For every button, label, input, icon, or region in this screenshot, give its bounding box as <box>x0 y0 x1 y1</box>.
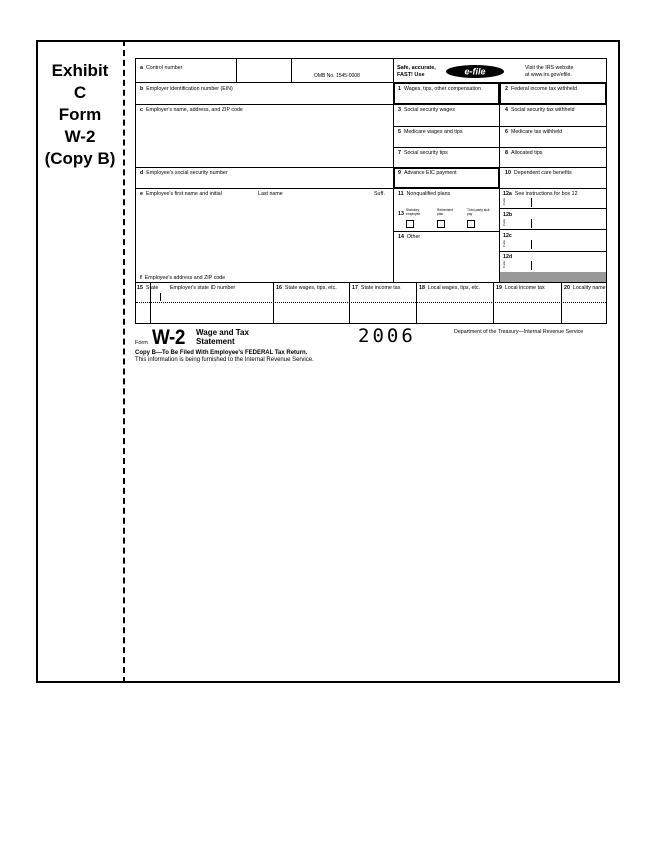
box-8: 8 Allocated tips <box>505 150 543 156</box>
form-title-line1: Wage and Tax <box>196 328 249 337</box>
exhibit-line-5: (Copy B) <box>44 149 116 168</box>
shaded-area <box>500 272 606 282</box>
irs-note: This information is being furnished to the Internal Revenue Service. <box>135 357 314 363</box>
field-f: f Employee's address and ZIP code <box>140 275 226 281</box>
exhibit-label <box>38 60 122 170</box>
exhibit-line-1: Exhibit <box>51 61 109 80</box>
efile-line1: Safe, accurate, <box>397 65 436 71</box>
box-2: 2 Federal income tax withheld <box>505 86 577 92</box>
box13-statutory-label: Statutory employee <box>406 208 421 216</box>
box-5: 5 Medicare wages and tips <box>398 129 463 135</box>
statutory-checkbox[interactable] <box>406 220 414 228</box>
box-7: 7 Social security tips <box>398 150 448 156</box>
box-10: 10 Dependent care benefits <box>505 170 572 176</box>
tax-year: 2006 <box>358 325 416 347</box>
code-12b: Code <box>502 219 506 227</box>
cut-line <box>123 40 125 683</box>
box-16: 16 State wages, tips, etc. <box>276 285 337 291</box>
thirdparty-checkbox[interactable] <box>467 220 475 228</box>
box-15: 15 State <box>137 285 159 291</box>
field-c: c Employer's name, address, and ZIP code <box>140 107 243 113</box>
form-id: W-2 <box>152 326 185 349</box>
box-9: 9 Advance EIC payment <box>398 170 457 176</box>
box-3: 3 Social security wages <box>398 107 455 113</box>
box-6: 6 Medicare tax withheld <box>505 129 563 135</box>
visit-line1: Visit the IRS website <box>525 65 574 71</box>
field-d: d Employee's social security number <box>140 170 228 176</box>
box-4: 4 Social security tax withheld <box>505 107 575 113</box>
field-e-last: Last name <box>258 191 283 197</box>
box-19: 19 Local income tax <box>496 285 545 291</box>
box-1: 1 Wages, tips, other compensation <box>398 86 481 92</box>
box-12a: 12a See instructions for box 12 <box>503 191 578 197</box>
box-18: 18 Local wages, tips, etc. <box>419 285 481 291</box>
efile-logo <box>444 64 506 79</box>
exhibit-line-4: W-2 <box>64 127 96 146</box>
box13-retirement-label: Retirement plan <box>437 208 454 216</box>
box-12b: 12b <box>503 212 513 218</box>
box-14: 14 Other <box>398 234 421 240</box>
box-12c: 12c <box>503 233 512 239</box>
code-12d: Code <box>502 261 506 269</box>
w2-form <box>135 58 607 324</box>
field-b: b Employer identification number (EIN) <box>140 86 233 92</box>
form-title-line2: Statement <box>196 337 235 346</box>
box13-thirdparty-label: Third-party sick pay <box>467 208 490 216</box>
box-15-id: Employer's state ID number <box>170 285 236 291</box>
box-17: 17 State income tax <box>352 285 401 291</box>
visit-line2: at www.irs.gov/efile. <box>525 72 572 78</box>
exhibit-line-3: Form <box>58 105 102 124</box>
form-word: Form <box>135 340 148 346</box>
field-e: e Employee's first name and initial <box>140 191 222 197</box>
code-12a: Code <box>502 198 506 206</box>
box-13: 13 <box>398 211 404 217</box>
box-11: 11 Nonqualified plans <box>398 191 451 197</box>
field-e-suff: Suff. <box>374 191 385 197</box>
field-a: a Control number <box>140 65 183 71</box>
retirement-checkbox[interactable] <box>437 220 445 228</box>
box-20: 20 Locality name <box>564 285 606 291</box>
code-12c: Code <box>502 240 506 248</box>
dept-treasury: Department of the Treasury—Internal Revenue Service <box>454 329 584 335</box>
exhibit-line-2: C <box>73 83 87 102</box>
form-title <box>196 328 249 346</box>
copy-b-line: Copy B—To Be Filed With Employee's FEDERAL Tax Return. <box>135 350 308 356</box>
efile-logo-text: e-file <box>464 66 486 77</box>
state-divider <box>136 302 606 303</box>
efile-line2: FAST! Use <box>397 72 425 78</box>
omb-number: OMB No. 1545-0008 <box>314 73 360 79</box>
box-12d: 12d <box>503 254 513 260</box>
